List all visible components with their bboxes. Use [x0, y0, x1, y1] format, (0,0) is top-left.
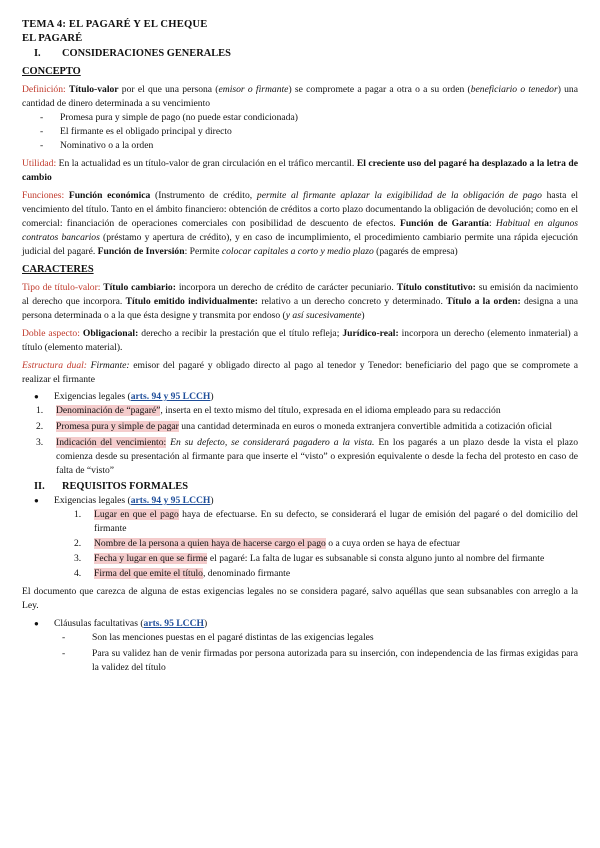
bullet-clausulas: ● Cláusulas facultativas (arts. 95 LCCH) — [34, 618, 208, 629]
bullet-exigencias: ● Exigencias legales (arts. 94 y 95 LCCH) — [34, 391, 214, 402]
link-lcch[interactable]: arts. 94 y 95 LCCH — [130, 391, 211, 402]
list-item: - Para su validez han de venir firmadas por persona autorizada para su inserción, con independencia de las firmas exigidas para la validez del título — [62, 648, 578, 673]
heading-concepto: CONCEPTO — [22, 66, 81, 77]
link-lcch-3[interactable]: arts. 95 LCCH — [143, 618, 205, 629]
list-item: - Nominativo o a la orden — [40, 140, 154, 151]
numbered-item: 2. Promesa pura y simple de pagar una cantidad determinada en euros o moneda extranjera convertible admitida a cotización oficial — [36, 421, 553, 432]
requisito-item: 4. Firma del que emite el título, denominado firmante — [74, 568, 291, 579]
heading-caracteres: CARACTERES — [22, 264, 94, 275]
list-item: - El firmante es el obligado principal y directo — [40, 126, 232, 137]
list-item: - Promesa pura y simple de pago (no puede estar condicionada) — [40, 112, 298, 123]
funciones-paragraph: Funciones: Función económica (Instrumento de crédito, permite al firmante aplazar la exigibilidad de la obligación de pago hasta el vencimiento del título. Tanto en el ámbito financiero: obtención de créditos a corto plazo documentando la obligación de devolución; como en el comercial: financiación de operaciones comerciales con posibilidad de descuento de efectos. Función de Garantía: Habitual en algunos contratos bancarios (préstamo y apertura de crédito), y en caso de incumplimiento, el procedimiento cambiario permite una rápida ejecución judicial del pagaré. Función de Inversión: Permite colocar capitales a corto y medio plazo (pagarés de empresa) — [22, 190, 579, 257]
document-page — [22, 18, 578, 675]
utilidad-paragraph: Utilidad: En la actualidad es un título-valor de gran circulación en el tráfico mercantil. El creciente uso del pagaré ha desplazado a la letra de cambio — [22, 158, 578, 183]
doc-subtitle: EL PAGARÉ — [22, 33, 83, 44]
subsanable-paragraph: El documento que carezca de alguna de estas exigencias legales no se considera pagaré, salvo aquéllas que sean subsanables con arreglo a la Ley. — [22, 586, 578, 611]
section-heading-2: II. REQUISITOS FORMALES — [34, 481, 188, 492]
requisito-item: 1. Lugar en que el pago haya de efectuarse. En su defecto, se considerará el lugar de emisión del pagaré o del domicilio del firmante — [74, 509, 579, 534]
tipo-paragraph: Tipo de título-valor: Título cambiario: incorpora un derecho de crédito de carácter pecuniario. Título constitutivo: su emisión da nacimiento al derecho que incorpora. Título emitido individualmente: relativo a un derecho concreto y determinado. Título a la orden: designa a una persona determinada o a la que ésta designe y transmita por endoso (y así sucesivamente) — [22, 282, 579, 321]
list-item: - Son las menciones puestas en el pagaré distintas de las exigencias legales — [62, 632, 374, 643]
requisito-item: 3. Fecha y lugar en que se firme el pagaré: La falta de lugar es subsanable si consta alguno junto al nombre del firmante — [74, 553, 545, 564]
doble-aspecto-paragraph: Doble aspecto: Obligacional: derecho a recibir la prestación que el título refleja; Jurídico-real: incorpora un derecho (elemento inmaterial) a título (elemento material). — [22, 328, 578, 353]
section-heading-1: I. CONSIDERACIONES GENERALES — [34, 48, 231, 59]
doc-title: TEMA 4: EL PAGARÉ Y EL CHEQUE — [22, 19, 208, 30]
bullet-exigencias-2: ● Exigencias legales (arts. 94 y 95 LCCH) — [34, 495, 214, 506]
numbered-item: 3. Indicación del vencimiento: En su defecto, se considerará pagadero a la vista. En los pagarés a un plazo desde la vista el plazo comienza desde su presentación al firmante para que inserte el “visto” o expresión equivalente o desde la fecha del protesto en caso de falta de “visto” — [36, 437, 578, 476]
estructura-dual-paragraph: Estructura dual: Firmante: emisor del pagaré y obligado directo al pago al tenedor y Tenedor: beneficiario del pago que se compromete a realizar el firmante — [22, 360, 578, 385]
requisito-item: 2. Nombre de la persona a quien haya de hacerse cargo el pago o a cuya orden se haya de efectuar — [74, 538, 461, 549]
numbered-item: 1. Denominación de “pagaré”, inserta en el texto mismo del título, expresada en el idioma empleado para su redacción — [36, 405, 501, 416]
link-lcch-2[interactable]: arts. 94 y 95 LCCH — [130, 495, 211, 506]
definicion-paragraph: Definición: Título-valor por el que una persona (emisor o firmante) se compromete a pagar a otra o a su orden (beneficiario o tenedor) una cantidad de dinero determinada a su vencimiento — [22, 84, 578, 109]
